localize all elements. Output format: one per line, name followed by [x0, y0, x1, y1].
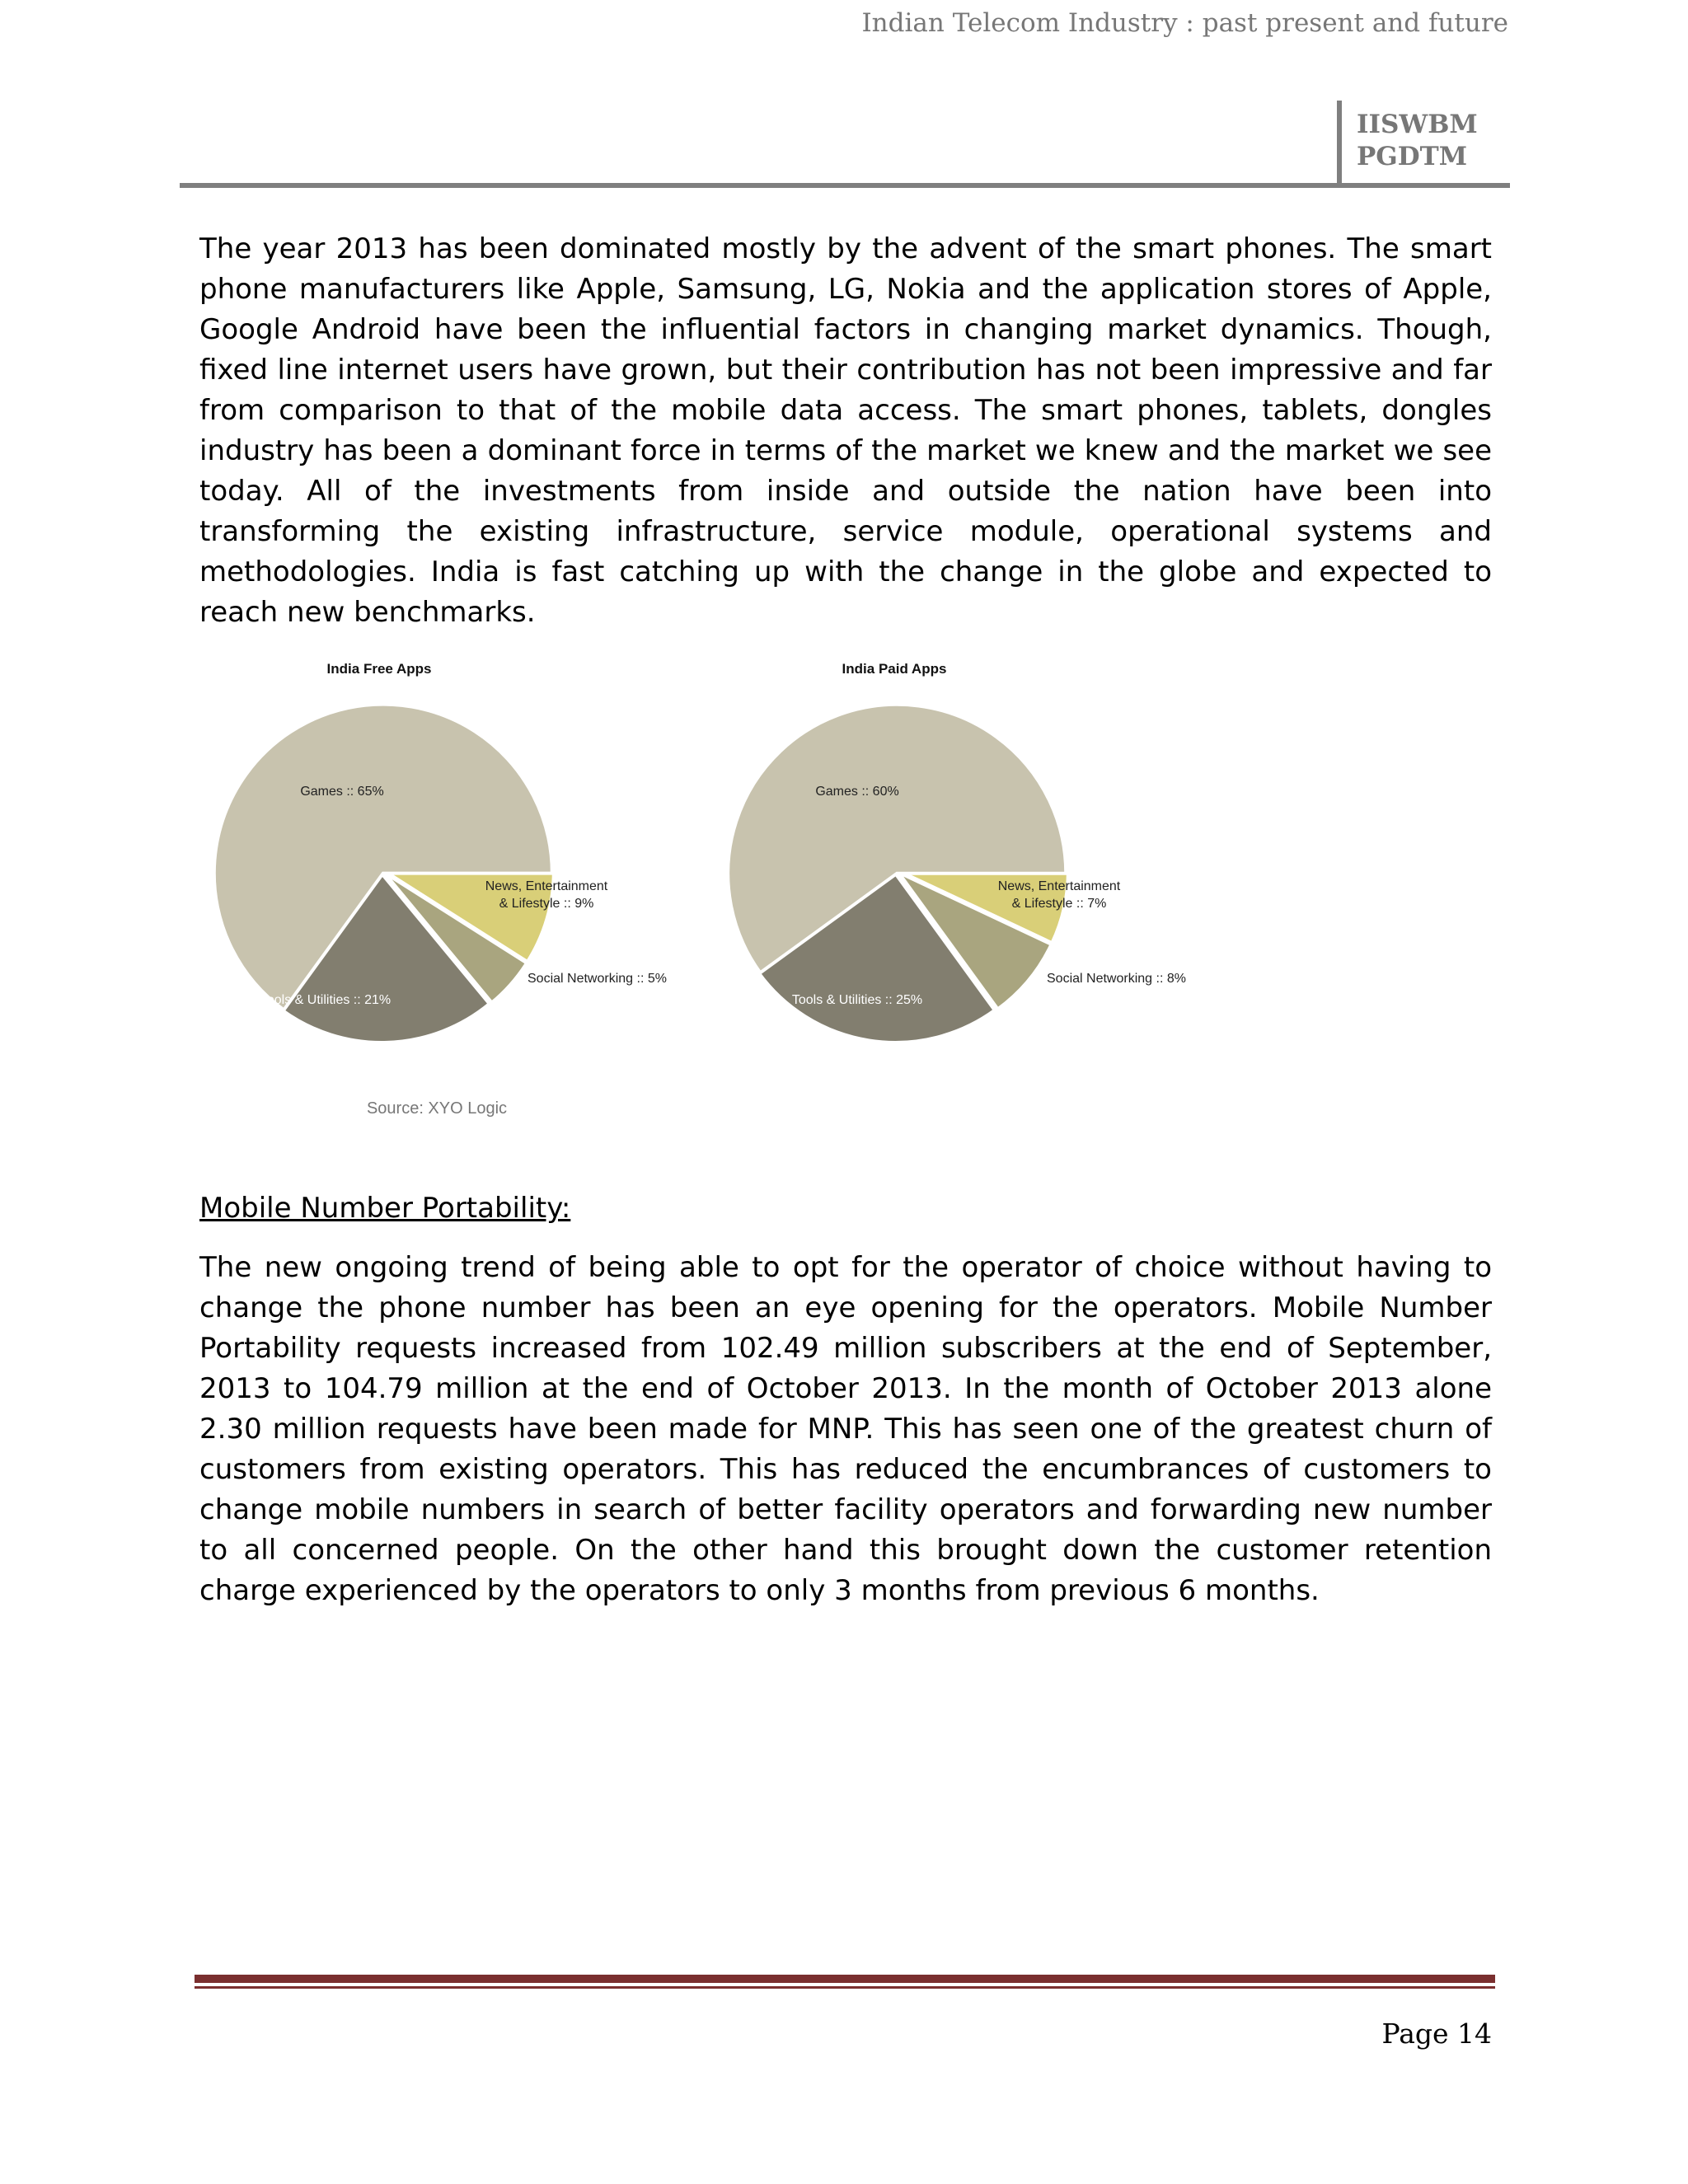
pie-chart-1 — [214, 661, 667, 1043]
header-title: Indian Telecom Industry : past present and future — [861, 8, 1508, 38]
pie-title: India Free Apps — [326, 661, 432, 677]
footer-rule-thin — [195, 1986, 1495, 1989]
pie-label: Tools & Utilities :: 25% — [791, 993, 923, 1007]
footer-rule — [195, 1975, 1495, 1983]
pie-chart-2 — [728, 661, 1186, 1043]
pie-label: Games :: 60% — [815, 785, 899, 799]
section-heading-mnp: Mobile Number Portability: — [199, 1192, 571, 1225]
pie-label: Social Networking :: 8% — [1047, 972, 1186, 986]
intro-paragraph: The year 2013 has been dominated mostly by the advent of the smart phones. The smart phone manufacturers like Apple, Samsung, LG, Nokia and the application stores of Apple, Google Android have been the influential factors in changing market dynamics. Though, fixed line internet users have grown, but their contribution has not been impressive and far from comparison to that of the mobile data access. The smart phones, tablets, dongles industry has been a dominant force in terms of the market we knew and the market we see today. All of the investments from inside and outside the nation have been into transforming the existing infrastructure, service module, operational systems and methodologies. India is fast catching up with the change in the globe and expected to reach new benchmarks. — [199, 232, 1492, 629]
pie-title: India Paid Apps — [842, 661, 947, 677]
page-header — [180, 101, 1510, 188]
mnp-paragraph: The new ongoing trend of being able to opt for the operator of choice without having to change the phone number has been an eye opening for the operators. Mobile Number Portability requests increased from 102.49 million subscribers at the end of September, 2013 to 104.79 million at the end of October 2013. In the month of October 2013 alone 2.30 million requests have been made for MNP. This has seen one of the greatest churn of customers from existing operators. This has reduced the encumbrances of customers to change mobile numbers in search of better facility operators and forwarding new number to all concerned people. On the other hand this brought down the customer retention charge experienced by the operators to only 3 months from previous 6 months. — [199, 1251, 1492, 1607]
header-org-line2: PGDTM — [1357, 142, 1468, 171]
header-rule — [180, 183, 1510, 188]
chart-source: Source: XYO Logic — [366, 1099, 508, 1118]
pie-label: Social Networking :: 5% — [528, 972, 667, 986]
header-org-line1: IISWBM — [1357, 110, 1478, 139]
header-org — [1357, 109, 1478, 173]
pie-label: Tools & Utilities :: 21% — [260, 993, 392, 1007]
pie-label: Games :: 65% — [300, 785, 384, 799]
pie-label: News, Entertainment & Lifestyle :: 9% — [485, 879, 608, 911]
app-category-pie-charts — [202, 651, 1228, 1129]
pie-label: News, Entertainment & Lifestyle :: 7% — [997, 879, 1121, 911]
page-number: Page 14 — [1381, 2018, 1492, 2050]
header-separator — [1337, 101, 1342, 188]
